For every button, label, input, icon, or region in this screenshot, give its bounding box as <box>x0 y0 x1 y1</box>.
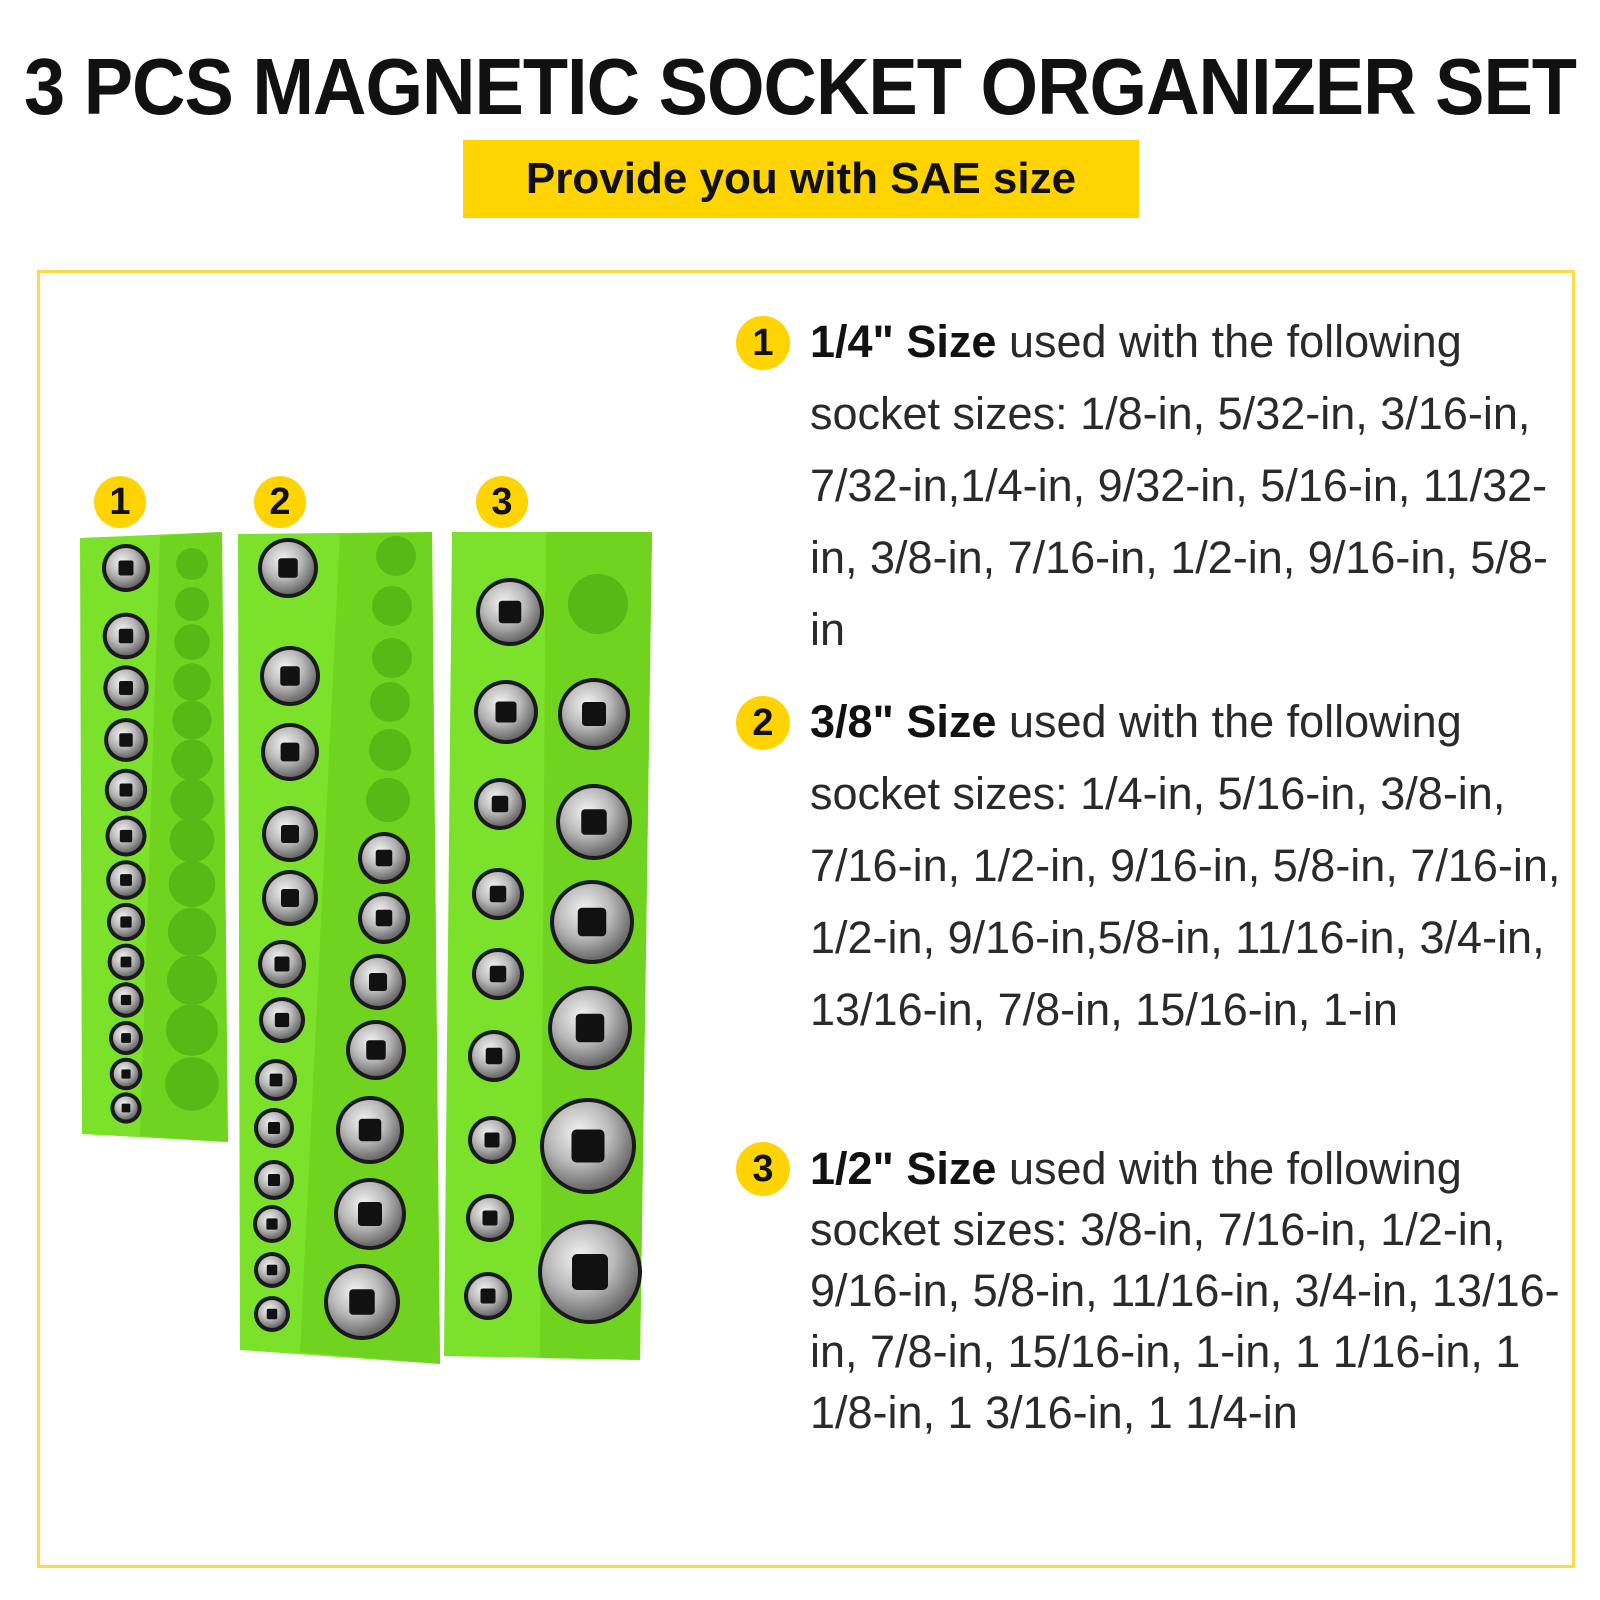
spec-2-size: 3/8" Size <box>810 696 997 747</box>
socket-hole <box>174 624 210 660</box>
spec-1-badge <box>736 316 790 370</box>
socket <box>472 948 524 1000</box>
socket <box>254 1296 290 1332</box>
socket-hole <box>172 700 211 739</box>
socket <box>108 982 143 1017</box>
socket <box>254 1252 290 1288</box>
socket <box>261 723 319 781</box>
socket-hole <box>166 1004 218 1056</box>
socket <box>262 806 318 862</box>
socket <box>358 832 410 884</box>
socket <box>253 1205 291 1243</box>
spec-3-text: used with the following socket sizes: 3/8-in, 7/16-in, 1/2-in, 9/16-in, 5/8-in, 11/16-in, 3/4-in, 13/16-in, 7/8-in, 15/16-in, 1-in, 1 1/16-in, 1 1/8-in, 1 3/16-in, 1 1/4-in <box>810 1143 1560 1438</box>
spec-1-description <box>810 306 1570 666</box>
socket <box>474 680 538 744</box>
socket-hole <box>171 779 214 822</box>
socket <box>259 997 305 1043</box>
socket-hole <box>370 682 410 722</box>
spec-2-number: 2 <box>752 701 774 744</box>
socket-hole <box>366 778 410 822</box>
socket <box>102 544 150 592</box>
socket <box>474 778 526 830</box>
spec-2-badge <box>736 696 790 750</box>
socket <box>107 903 145 941</box>
socket <box>106 860 146 900</box>
socket <box>258 538 318 598</box>
spec-1-size: 1/4" Size <box>810 316 997 367</box>
socket <box>336 1096 404 1164</box>
socket <box>358 892 410 944</box>
socket <box>106 816 147 857</box>
socket <box>538 1220 642 1324</box>
socket-hole <box>176 548 208 580</box>
socket <box>255 1059 297 1101</box>
socket <box>540 1098 636 1194</box>
socket-hole <box>372 586 412 626</box>
socket-organizer-illustration <box>0 0 700 1400</box>
socket <box>476 578 544 646</box>
socket <box>108 944 145 981</box>
rail-3-badge-number: 3 <box>491 480 513 523</box>
socket <box>464 1272 512 1320</box>
socket-hole <box>172 740 213 781</box>
socket-hole <box>170 818 215 863</box>
socket-hole <box>568 574 628 634</box>
socket <box>254 1108 294 1148</box>
socket <box>105 769 147 811</box>
socket <box>472 868 524 920</box>
rail-1-badge-number: 1 <box>109 480 131 523</box>
spec-3-description <box>810 1138 1570 1443</box>
subtitle-text: Provide you with SAE size <box>525 154 1077 203</box>
socket <box>262 870 318 926</box>
socket-hole <box>175 587 209 621</box>
spec-3-number: 3 <box>752 1147 774 1190</box>
socket <box>254 1160 294 1200</box>
socket <box>558 678 630 750</box>
spec-3-size: 1/2" Size <box>810 1143 997 1194</box>
socket <box>334 1178 406 1250</box>
socket <box>110 1092 141 1123</box>
socket <box>548 986 632 1070</box>
socket-hole <box>168 908 216 956</box>
socket <box>556 784 632 860</box>
socket-hole <box>167 955 217 1005</box>
socket <box>346 1020 406 1080</box>
socket-hole <box>173 663 210 700</box>
socket <box>324 1264 400 1340</box>
spec-1-number: 1 <box>752 321 774 364</box>
socket-hole <box>376 536 416 576</box>
spec-2-text: used with the following socket sizes: 1/4-in, 5/16-in, 3/8-in, 7/16-in, 1/2-in, 9/16-in, 5/8-in, 7/16-in, 1/2-in, 9/16-in,5/8-in, 11/16-in, 3/4-in, 13/16-in, 7/8-in, 15/16-in, 1-in <box>810 696 1561 1035</box>
socket-hole <box>372 638 412 678</box>
socket <box>103 665 148 710</box>
socket <box>468 1116 516 1164</box>
spec-1-text: used with the following socket sizes: 1/8-in, 5/32-in, 3/16-in, 7/32-in,1/4-in, 9/32-in, 5/16-in, 11/32-in, 3/8-in, 7/16-in, 1/2-in, 9/16-in, 5/8-in <box>810 316 1548 655</box>
spec-3-badge <box>736 1142 790 1196</box>
socket-hole <box>165 1057 219 1111</box>
socket <box>260 646 320 706</box>
socket <box>550 880 634 964</box>
socket <box>104 718 148 762</box>
socket-hole <box>369 729 411 771</box>
page-title: 3 PCS MAGNETIC SOCKET ORGANIZER SET <box>23 41 1577 132</box>
socket <box>466 1194 514 1242</box>
socket <box>110 1058 143 1091</box>
socket <box>258 940 306 988</box>
socket <box>109 1021 143 1055</box>
socket <box>103 613 150 660</box>
socket-hole <box>169 861 215 907</box>
spec-2-description <box>810 686 1570 1046</box>
socket <box>468 1030 520 1082</box>
rail-2-badge-number: 2 <box>269 480 291 523</box>
socket <box>350 954 406 1010</box>
